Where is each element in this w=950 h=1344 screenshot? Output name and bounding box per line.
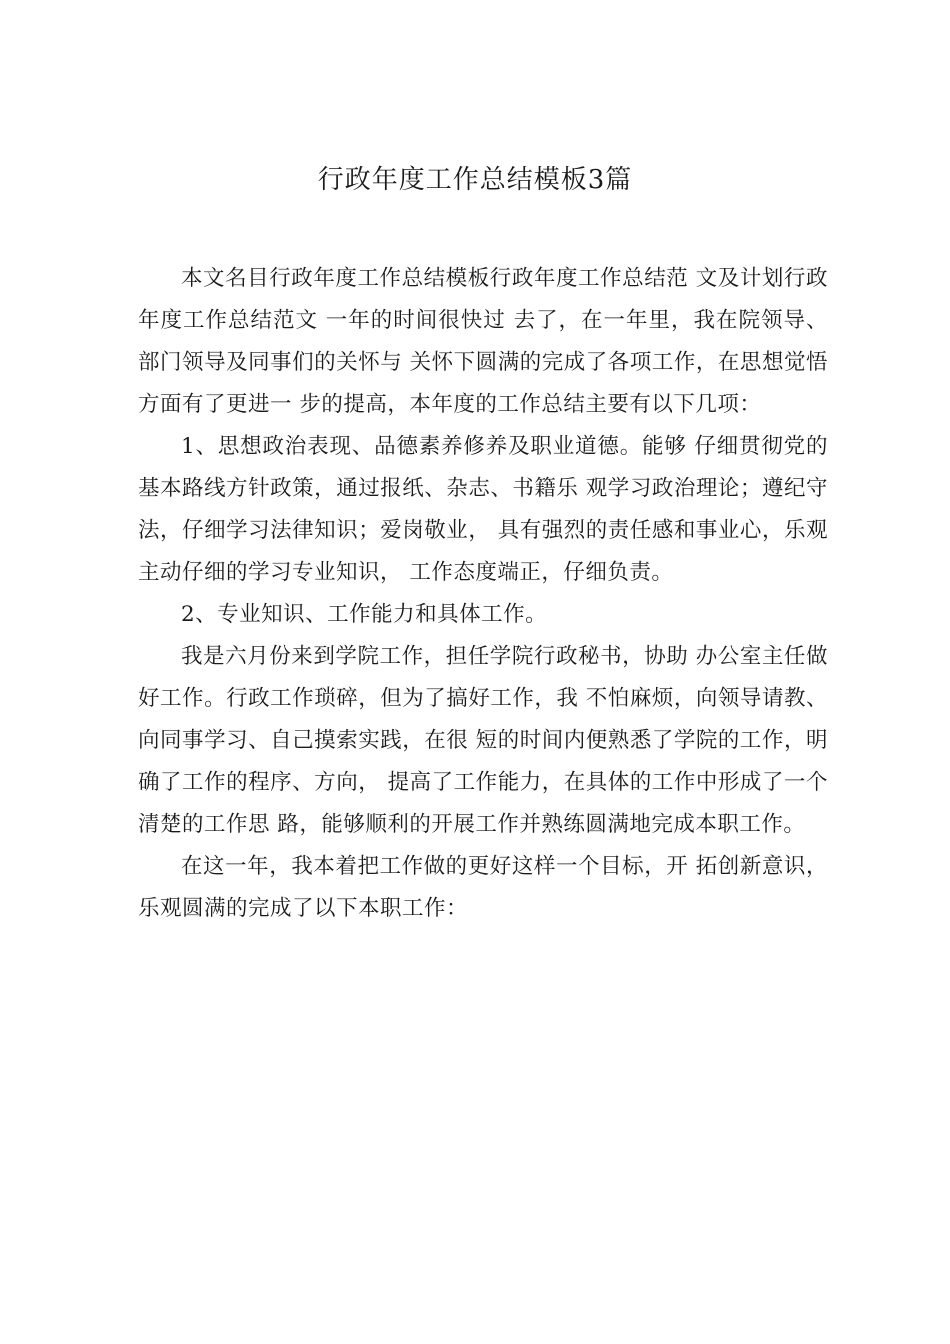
document-body xyxy=(138,258,828,930)
paragraph-intro: 本文名目行政年度工作总结模板行政年度工作总结范 文及计划行政年度工作总结范文 一年的时间很快过 去了，在一年里，我在院领导、部门领导及同事们的关怀与 关怀下圆满的完成了各项工作，在思想觉悟方面有了更进一 步的提高，本年度的工作总结主要有以下几项： xyxy=(138,266,828,417)
paragraph-year-goal: 在这一年，我本着把工作做的更好这样一个目标，开 拓创新意识，乐观圆满的完成了以下本职工作： xyxy=(138,854,828,921)
paragraph-section-2-heading: 2、专业知识、工作能力和具体工作。 xyxy=(181,602,548,627)
document-title: 行政年度工作总结模板3篇 xyxy=(317,165,633,195)
paragraph-work-description: 我是六月份来到学院工作，担任学院行政秘书，协助 办公室主任做好工作。行政工作琐碎，但为了搞好工作，我 不怕麻烦，向领导请教、向同事学习、自己摸索实践，在很 短的时间内便熟悉了学院的工作，明确了工作的程序、方向， 提高了工作能力，在具体的工作中形成了一个清楚的工作思 路，能够顺利的开展工作并熟练圆满地完成本职工作。 xyxy=(138,644,828,837)
paragraph-section-1: 1、思想政治表现、品德素养修养及职业道德。能够 仔细贯彻党的基本路线方针政策，通过报纸、杂志、书籍乐 观学习政治理论；遵纪守法，仔细学习法律知识；爱岗敬业， 具有强烈的责任感和事业心，乐观主动仔细的学习专业知识， 工作态度端正，仔细负责。 xyxy=(138,434,828,585)
